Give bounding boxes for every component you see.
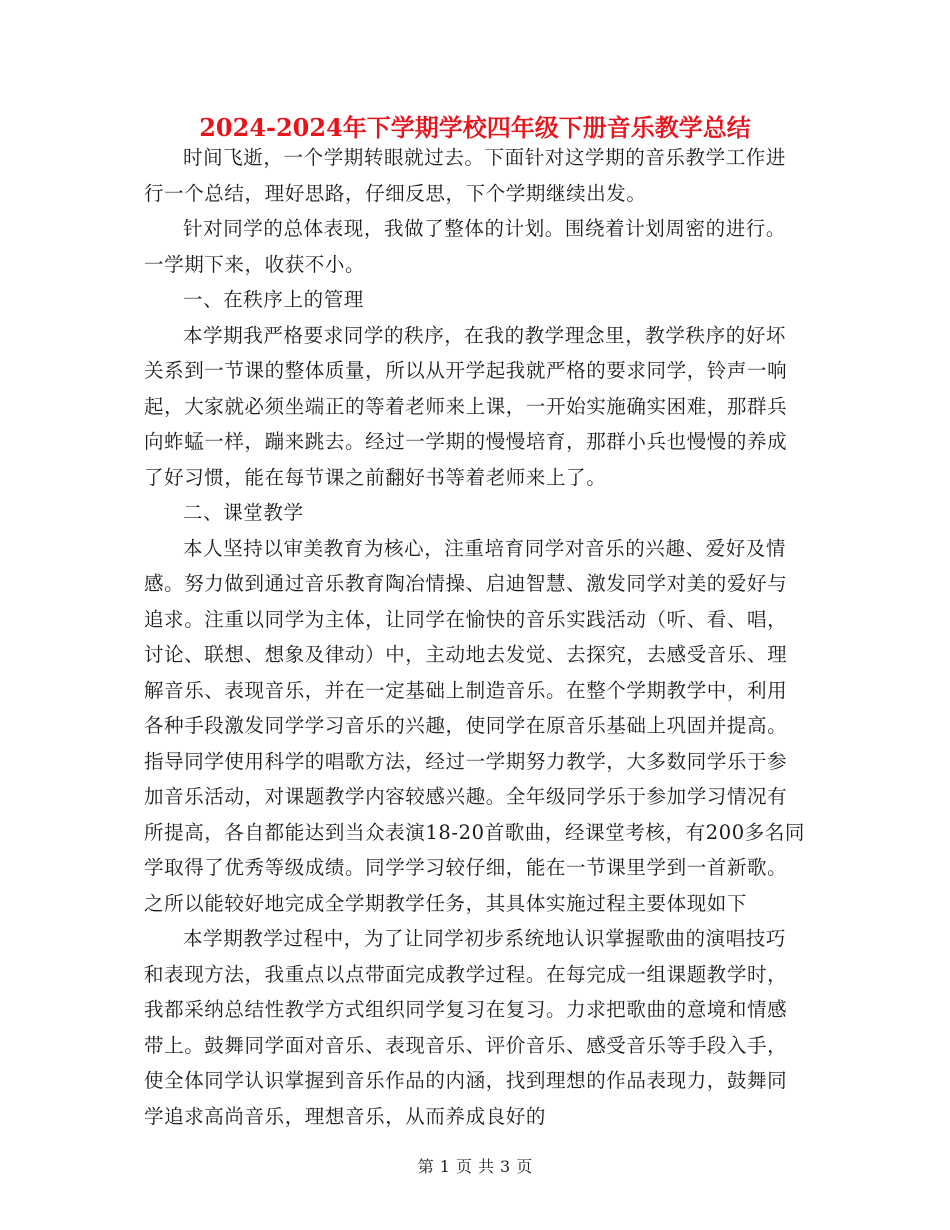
paragraph-order-management: 本学期我严格要求同学的秩序，在我的教学理念里，教学秩序的好坏关系到一节课的整体质量，所以从开学起我就严格的要求同学，铃声一响起，大家就必须坐端正的等着老师来上课，一开始实施确实困难，那群兵向蚱蜢一样，蹦来跳去。经过一学期的慢慢培育，那群小兵也慢慢的养成了好习惯，能在每节课之前翻好书等着老师来上了。 bbox=[144, 323, 788, 489]
paragraph-intro: 时间飞逝，一个学期转眼就过去。下面针对这学期的音乐教学工作进行一个总结，理好思路，仔细反思，下个学期继续出发。 bbox=[144, 146, 787, 205]
footer-page-mid: 页 bbox=[455, 1157, 472, 1176]
section-heading-classroom: 二、课堂教学 bbox=[183, 501, 304, 524]
document-body bbox=[144, 140, 806, 1134]
document-title: 2024-2024年下学期学校四年级下册音乐教学总结 bbox=[199, 113, 751, 142]
page-footer bbox=[0, 1154, 950, 1177]
paragraph-teaching-process: 本学期教学过程中，为了让同学初步系统地认识掌握歌曲的演唱技巧和表现方法，我重点以点带面完成教学过程。在每完成一组课题教学时，我都采纳总结性教学方式组织同学复习在复习。力求把歌曲的意境和情感带上。鼓舞同学面对音乐、表现音乐、评价音乐、感受音乐等手段入手，使全体同学认识掌握到音乐作品的内涵，找到理想的作品表现力，鼓舞同学追求高尚音乐，理想音乐，从而养成良好的 bbox=[144, 927, 788, 1128]
footer-page-suffix: 页 bbox=[516, 1157, 533, 1176]
footer-total-pages: 3 bbox=[500, 1157, 511, 1176]
footer-total-label: 共 bbox=[478, 1157, 495, 1176]
footer-page-number: 1 bbox=[439, 1157, 450, 1176]
paragraph-classroom-teaching: 本人坚持以审美教育为核心，注重培育同学对音乐的兴趣、爱好及情感。努力做到通过音乐教育陶冶情操、启迪智慧、激发同学对美的爱好与追求。注重以同学为主体，让同学在愉快的音乐实践活动（听、看、唱，讨论、联想、想象及律动）中，主动地去发觉、去探究，去感受音乐、理解音乐、表现音乐，并在一定基础上制造音乐。在整个学期教学中，利用各种手段激发同学学习音乐的兴趣，使同学在原音乐基础上巩固并提高。指导同学使用科学的唱歌方法，经过一学期努力教学，大多数同学乐于参加音乐活动，对课题教学内容较感兴趣。全年级同学乐于参加学习情况有所提高，各自都能达到当众表演18-20首歌曲，经课堂考核，有200多名同学取得了优秀等级成绩。同学学习较仔细，能在一节课里学到一首新歌。之所以能较好地完成全学期教学任务，其具体实施过程主要体现如下 bbox=[144, 536, 806, 915]
paragraph-plan: 针对同学的总体表现，我做了整体的计划。围绕着计划周密的进行。一学期下来，收获不小。 bbox=[144, 217, 787, 276]
footer-page-prefix: 第 bbox=[417, 1157, 434, 1176]
section-heading-order: 一、在秩序上的管理 bbox=[183, 288, 364, 311]
